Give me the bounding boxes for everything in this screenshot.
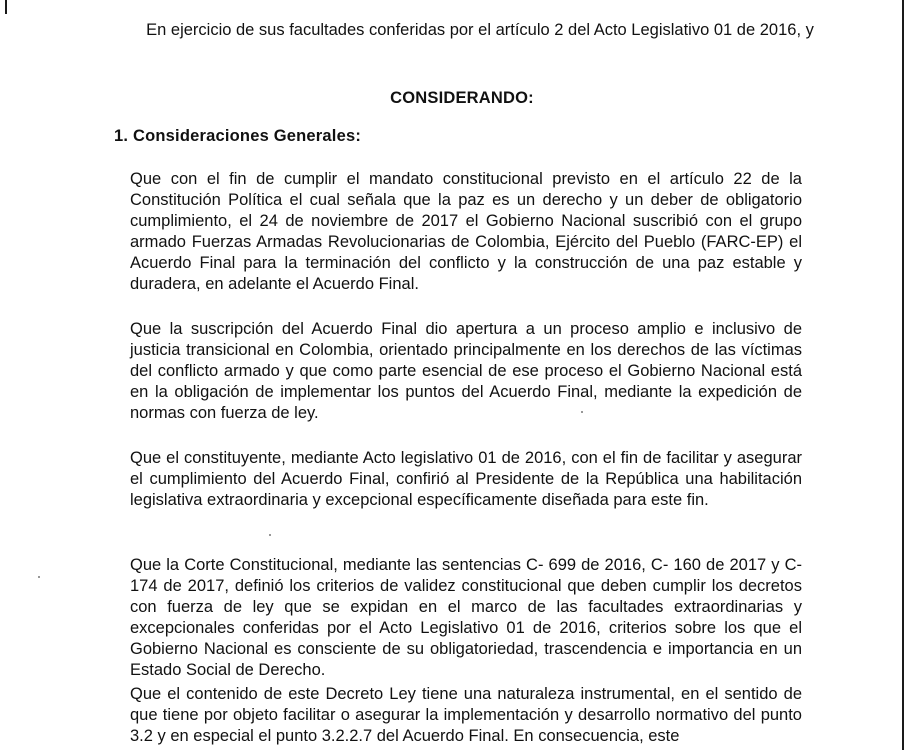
paragraph-2: Que la suscripción del Acuerdo Final dio apertura a un proceso amplio e inclusivo de justicia transicional en Colombia, orientado principalmente en los derechos de las víctimas del conflicto armado y que como parte esencial de ese proceso el Gobierno Nacional está en la obligación de implementar los puntos del Acuerdo Final, mediante la expedición de normas con fuerza de ley. [130, 320, 802, 422]
scan-speck [269, 534, 271, 536]
scan-speck [38, 576, 40, 578]
paragraph-3: Que el constituyente, mediante Acto legislativo 01 de 2016, con el fin de facilitar y asegurar el cumplimiento del Acuerdo Final, confirió al Presidente de la República una habilitación legislativa extraordinaria y excepcional específicamente diseñada para este fin. [130, 449, 802, 509]
paragraph-1: Que con el fin de cumplir el mandato constitucional previsto en el artículo 22 de la Constitución Política el cual señala que la paz es un derecho y un deber de obligatorio cumplimiento, el 24 de noviembre de 2017 el Gobierno Nacional suscribió con el grupo armado Fuerzas Armadas Revolucionarias de Colombia, Ejército del Pueblo (FARC-EP) el Acuerdo Final para la terminación del conflicto y la construcción de una paz estable y duradera, en adelante el Acuerdo Final. [130, 170, 802, 293]
considerando-heading: CONSIDERANDO: [390, 89, 534, 107]
section-heading [114, 127, 361, 146]
paragraph-5: Que el contenido de este Decreto Ley tiene una naturaleza instrumental, en el sentido de que tiene por objeto facilitar o asegurar la implementación y desarrollo normativo del punto 3.2 y en especial el punto 3.2.2.7 del Acuerdo Final. En consecuencia, este [130, 685, 802, 745]
intro-text: En ejercicio de sus facultades conferidas por el artículo 2 del Acto Legislativo 01 de 2016, y [146, 21, 814, 39]
scan-speck [581, 411, 583, 413]
paragraph-4: Que la Corte Constitucional, mediante las sentencias C- 699 de 2016, C- 160 de 2017 y C- 174 de 2017, definió los criterios de validez constitucional que deben cumplir los decretos con fuerza de ley que se expidan en el marco de las facultades extraordinarias y excepcionales conferidas por el Acto Legislativo 01 de 2016, criterios sobre los que el Gobierno Nacional es consciente de su obligatoriedad, trascendencia e importancia en un Estado Social de Derecho. [130, 556, 802, 679]
section-title: Consideraciones Generales: [133, 127, 362, 145]
page-border-left [5, 0, 7, 14]
section-number: 1. [114, 127, 129, 145]
page-border-right [902, 0, 904, 750]
